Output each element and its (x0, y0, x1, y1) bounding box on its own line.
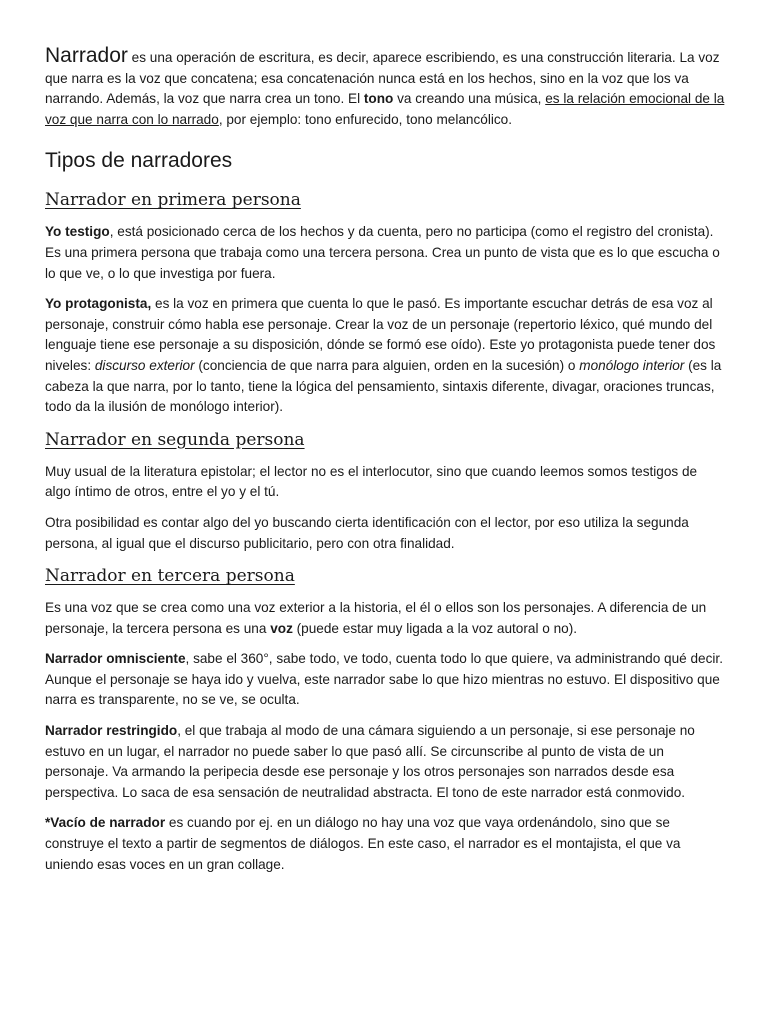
intro-underlined: es la relación emocional de la voz que narra con lo narrado (45, 91, 725, 127)
tipos-heading: Tipos de narradores (45, 149, 233, 173)
restringido-paragraph (45, 721, 725, 803)
discurso-exterior-italic: discurso exterior (94, 357, 195, 373)
document-page (45, 46, 725, 885)
primera-heading: Narrador en primera persona (45, 190, 301, 211)
protagonista-text-3: (es la cabeza la que narra, por lo tanto, tiene la lógica del pensamiento, sintaxis diferente, divagar, oraciones truncas, todo da la ilusión de monólogo interior). (45, 357, 722, 415)
segunda-paragraph-2: Otra posibilidad es contar algo del yo buscando cierta identificación con el lector, por eso utiliza la segunda persona, al igual que el discurso publicitario, pero con otra finalidad. (45, 514, 689, 551)
vacio-paragraph (45, 813, 725, 875)
testigo-bold: Yo testigo (45, 224, 110, 240)
tercera-text-2: (puede estar muy ligada a la voz autoral o no). (292, 620, 577, 636)
restringido-text: , el que trabaja al modo de una cámara siguiendo a un personaje, si ese personaje no estuvo en un lugar, el narrador no puede saber lo que pasó allí. Se circunscribe al punto de vista de un personaje. Va armando la peripecia desde ese personaje y los otros personajes son narrados desde esa perspectiva. Lo saca de esa sensación de neutralidad abstracta. El tono de este narrador está conmovido. (45, 723, 695, 800)
tercera-heading: Narrador en tercera persona (45, 566, 295, 587)
intro-paragraph (45, 46, 725, 130)
tercera-text-1: Es una voz que se crea como una voz exterior a la historia, el él o ellos son los personajes. A diferencia de un personaje, la tercera persona es una (45, 600, 707, 636)
intro-text-1: es una operación de escritura, es decir, aparece escribiendo, es una construcción literaria. La voz que narra es la voz que concatena; esa concatenación nunca está en los hechos, sino en la voz que los va narrando. Además, la voz que narra crea un tono. El (45, 50, 720, 107)
vacio-text: es cuando por ej. en un diálogo no hay una voz que vaya ordenándolo, sino que se construye el texto a partir de segmentos de diálogos. En este caso, el narrador es el montajista, el que va uniendo esas voces en un gran collage. (45, 815, 681, 872)
segunda-paragraph-1: Muy usual de la literatura epistolar; el lector no es el interlocutor, sino que cuando leemos somos testigos de algo íntimo de otros, entre el yo y el tú. (45, 463, 698, 500)
omnisciente-paragraph (45, 649, 725, 711)
lead-word: Narrador (45, 44, 128, 67)
segunda-heading: Narrador en segunda persona (45, 429, 305, 450)
intro-text-3: , por ejemplo: tono enfurecido, tono melancólico. (218, 111, 513, 127)
protagonista-bold: Yo protagonista, (45, 296, 152, 312)
intro-text-2: va creando una música, (393, 91, 546, 107)
voz-bold: voz (270, 620, 293, 636)
protagonista-text-1: es la voz en primera que cuenta lo que le pasó. Es importante escuchar detrás de esa voz al personaje, construir cómo habla ese personaje. Crear la voz de un personaje (repertorio léxico, qué mundo del lenguaje tiene ese personaje a su disposición, dónde se formó ese oído). Este yo protagonista puede tener dos niveles: (45, 296, 716, 373)
omnisciente-bold: Narrador omnisciente (45, 651, 186, 667)
protagonista-text-2: (conciencia de que narra para alguien, orden en la sucesión) o (194, 357, 580, 373)
restringido-bold: Narrador restringido (45, 723, 178, 739)
monologo-interior-italic: monólogo interior (579, 357, 685, 373)
testigo-text: , está posicionado cerca de los hechos y da cuenta, pero no participa (como el registro del cronista). Es una primera persona que trabaja como una tercera persona. Crea un punto de vista que es lo que escucha o lo que ve, o lo que investiga por fuera. (45, 224, 720, 281)
tercera-paragraph-1 (45, 598, 725, 639)
testigo-paragraph (45, 222, 725, 284)
vacio-bold: *Vacío de narrador (45, 815, 166, 831)
omnisciente-text: , sabe el 360°, sabe todo, ve todo, cuenta todo lo que quiere, va administrando qué decir. Aunque el personaje se haya ido y vuelva, este narrador sabe lo que hizo mientras no estuvo. El dispositivo que narra es transparente, no se ve, se oculta. (45, 651, 723, 708)
tono-bold: tono (363, 91, 394, 107)
protagonista-paragraph (45, 294, 725, 418)
